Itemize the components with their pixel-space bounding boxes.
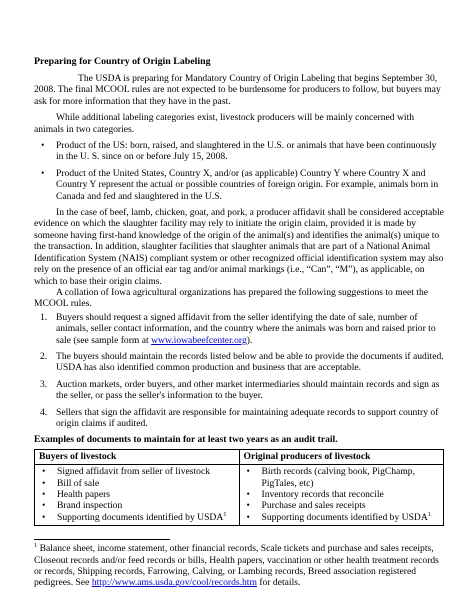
suggestion-number: 4. [40,406,48,418]
suggestion-item [34,379,444,402]
producer-doc-item: • Purchase and sales receipts [244,500,440,511]
producer-doc-item: • Birth records (calving book, PigChamp, PigTales, etc) [244,466,440,489]
suggestion-text: Sellers that sign the affidavit are responsible for maintaining adequate records to support country of origin claims if audited. [56,406,439,429]
buyer-doc-item: • Health papers [39,489,235,500]
producer-doc-item: • Inventory records that reconcile [244,489,440,500]
buyers-cell [35,465,240,526]
footnote-text: Balance sheet, income statement, other financial records, Scale tickets and purchase and sales receipts, Closeout records and/or feed records or bills, Health papers, vaccination or other health treatment records or records, Shipping records, Farrowing, Calving, or Lambing records, Breed association registered pedigrees. See [34,543,439,589]
document-page [34,56,444,589]
categories-intro: While additional labeling categories exist, livestock producers will be mainly concerned with animals in two categories. [34,112,415,135]
table-header-producers: Original producers of livestock [239,449,444,464]
suggestion-text: Buyers should request a signed affidavit from the seller identifying the date of sale, number of animals, seller contact information, and the country where the animals was born and raised prior to sale (see sample form at [56,311,436,346]
footnote-ref: 1 [223,510,227,518]
category-item-us: • Product of the US: born, raised, and slaughtered in the U.S. or animals that have been continuously in the U. S. since on or before July 15, 2008. [34,140,444,163]
footnote [34,543,444,589]
suggestion-number: 2. [40,350,48,362]
suggestion-number: 3. [40,378,48,390]
buyer-doc-item: • Signed affidavit from seller of livestock [39,466,235,477]
buyer-doc-item: • Bill of sale [39,478,235,489]
category-item-multi-country: • Product of the United States, Country X, and/or (as applicable) Country Y where Country X and Country Y represent the actual or possible countries of foreign origin. For example, animals born in Canada and fed and slaughtered in the U.S. [34,168,444,202]
footnote-mark: 1 [34,542,38,550]
buyer-doc-item: • Brand inspection [39,500,235,511]
iowabeefcenter-link[interactable]: www.iowabeefcenter.org [151,334,247,346]
producer-doc-text: Supporting documents identified by USDA [261,511,428,523]
category-list [34,140,444,202]
footnote-divider [34,539,170,540]
suggestion-list [34,312,444,430]
table-header-buyers: Buyers of livestock [35,449,240,464]
producer-doc-item [244,512,440,523]
documents-table [34,449,444,526]
suggestion-item [34,407,444,430]
buyer-doc-item [39,512,235,523]
intro-paragraph: The USDA is preparing for Mandatory Country of Origin Labeling that begins September 30, 2008. The final MCOOL rules are not expected to be burdensome for producers to follow, but buyers may ask for more information that they have in the past. [34,73,441,107]
footnote-text-end: for details. [256,577,301,589]
document-title: Preparing for Country of Origin Labeling [34,56,211,67]
suggestion-text: Auction markets, order buyers, and other market intermediaries should maintain records and sign as the seller, or pass the seller's information to the buyer. [56,378,440,402]
producers-cell [239,465,444,526]
suggestion-number: 1. [40,311,48,323]
suggestion-item [34,351,444,374]
suggestion-item [34,312,444,346]
affidavit-paragraph: In the case of beef, lamb, chicken, goat, and pork, a producer affidavit shall be considered acceptable evidence on which the slaughter facility may rely to initiate the origin claim, provided it is made by someone having first-hand knowledge of the origin of the animal(s) and identifies the animal(s) unique to the transaction. In addition, slaughter facilities that slaughter animals that are part of a National Animal Identification System (NAIS) compliant system or other recognized official identification system may also rely on the presence of an official ear tag and/or animal markings (i.e., “Can”, “M”), as applicable, on which to base their origin claims. [34,207,444,287]
footnote-ref: 1 [427,510,432,518]
ams-records-link[interactable]: http://www.ams.usda.gov/cool/records.htm [91,577,257,589]
suggestion-text: The buyers should maintain the records listed below and be able to provide the documents if audited. USDA has also identified common production and business that are acceptable. [56,350,444,374]
collation-paragraph: A collation of Iowa agricultural organizations has prepared the following suggestions to meet the MCOOL rules. [34,286,429,310]
buyer-doc-text: Supporting documents identified by USDA [57,511,224,523]
table-heading: Examples of documents to maintain for at least two years as an audit trail. [34,434,338,446]
suggestion-text-end: ). [246,334,253,346]
